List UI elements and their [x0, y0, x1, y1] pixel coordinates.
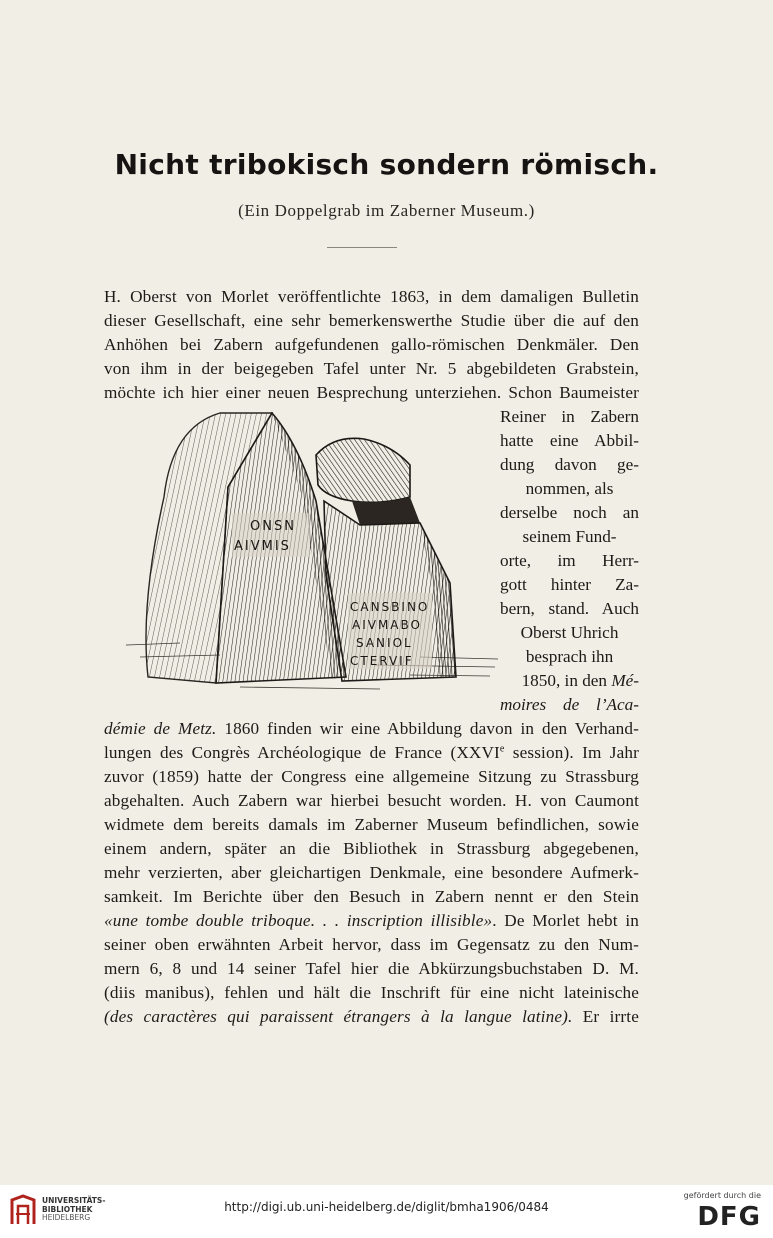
body-line: lungen des Congrès Archéologique de France (XXVIe session). Im Jahr — [104, 743, 639, 762]
funding-note: gefördert durch die — [683, 1191, 761, 1200]
side-line: nommen, als — [525, 479, 614, 498]
side-line: orte, im Herr- — [500, 551, 639, 570]
body-line: mehr verzierten, aber gleichartigen Denkmale, eine besondere Aufmerk- — [104, 863, 639, 882]
side-line: gott hinter Za- — [500, 575, 639, 594]
body-line: Anhöhen bei Zabern aufgefundenen gallo-römischen Denkmäler. Den — [104, 335, 639, 354]
left-inscription-line: ONSN — [250, 519, 296, 534]
article-subtitle: (Ein Doppelgrab im Zaberner Museum.) — [238, 201, 535, 220]
body-line: «une tombe double triboque. . . inscription illisible». De Morlet hebt in — [104, 911, 639, 930]
side-line: 1850, in den Mé- — [521, 671, 639, 690]
body-line: (des caractères qui paraissent étrangers à la langue latine). Er irrte — [104, 1007, 639, 1026]
right-stone-cap — [316, 438, 410, 502]
body-line: abgehalten. Auch Zabern war hierbei besucht worden. H. von Caumont — [104, 791, 639, 810]
double-tomb-illustration — [120, 405, 498, 695]
side-line: moires de l’Aca- — [500, 695, 639, 714]
right-inscription-line: CTERVIF — [350, 654, 414, 668]
dfg-logo: DFG — [697, 1202, 761, 1232]
article-title: Nicht tribokisch sondern römisch. — [114, 148, 659, 181]
side-line: hatte eine Abbil- — [500, 431, 639, 450]
side-line: dung davon ge- — [500, 455, 639, 474]
right-inscription-line: SANIOL — [356, 636, 413, 650]
title-divider — [327, 247, 397, 248]
body-line: seiner oben erwähnten Arbeit hervor, dass im Gegensatz zu den Num- — [104, 935, 639, 954]
body-line: von ihm in der beigegeben Tafel unter Nr. 5 abgebildeten Grabstein, — [104, 359, 639, 378]
viewer-footer — [0, 1185, 773, 1238]
permalink-url[interactable]: http://digi.ub.uni-heidelberg.de/diglit/bmha1906/0484 — [224, 1200, 549, 1214]
body-line: dieser Gesellschaft, eine sehr bemerkenswerthe Studie über die auf den — [104, 311, 639, 330]
institution-name: UNIVERSITÄTS- BIBLIOTHEK HEIDELBERG — [42, 1196, 106, 1222]
right-inscription-line: CANSBINO — [350, 600, 430, 614]
side-line: Oberst Uhrich — [520, 623, 619, 642]
left-inscription-line: AIVMIS — [234, 539, 291, 554]
body-line: H. Oberst von Morlet veröffentlichte 1863, in dem damaligen Bulletin — [104, 287, 639, 306]
body-line: möchte ich hier einer neuen Besprechung unterziehen. Schon Baumeister — [104, 383, 639, 402]
side-line: besprach ihn — [525, 647, 614, 666]
body-line: widmete dem bereits damals im Zaberner Museum befindlichen, sowie — [104, 815, 639, 834]
side-line: bern, stand. Auch — [500, 599, 639, 618]
body-line: (diis manibus), fehlen und hält die Inschrift für eine nicht lateinische — [104, 983, 639, 1002]
side-line: Reiner in Zabern — [500, 407, 639, 426]
side-line: derselbe noch an — [500, 503, 639, 522]
body-line: zuvor (1859) hatte der Congress eine allgemeine Sitzung zu Strassburg — [104, 767, 639, 786]
body-line: démie de Metz. 1860 finden wir eine Abbildung davon in den Verhand- — [104, 719, 639, 738]
body-line: mern 6, 8 und 14 seiner Tafel hier die Abkürzungsbuchstaben D. M. — [104, 959, 639, 978]
body-line: samkeit. Im Berichte über den Besuch in Zabern nennt er den Stein — [104, 887, 639, 906]
side-line: seinem Fund- — [522, 527, 617, 546]
body-line: einem andern, später an die Bibliothek in Strassburg abgegebenen, — [104, 839, 639, 858]
right-inscription-line: AIVMABO — [352, 618, 422, 632]
